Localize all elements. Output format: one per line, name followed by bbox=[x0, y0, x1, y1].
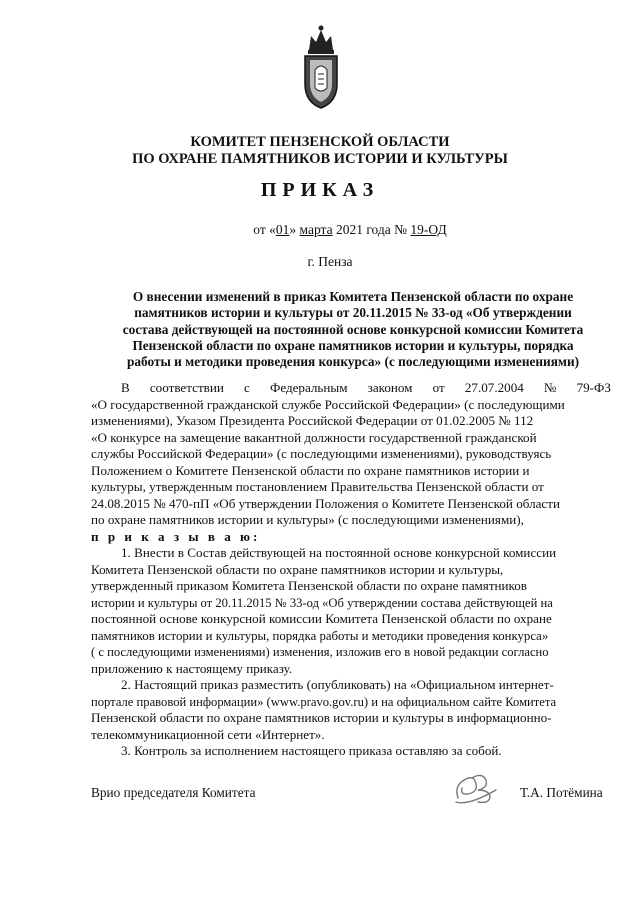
item-line: телекоммуникационной сети «Интернет». bbox=[91, 726, 325, 742]
item-line: постоянной основе конкурсной комиссии Комитета Пензенской области по охране bbox=[91, 611, 552, 626]
coat-of-arms-icon bbox=[301, 22, 341, 110]
date-day: 01 bbox=[275, 222, 290, 237]
item-line: памятников истории и культуры, порядка работы и методики проведения конкурса» bbox=[91, 628, 549, 643]
signatory-title: Врио председателя Комитета bbox=[91, 785, 256, 800]
preamble-line: культуры, утвержденным постановлением Правительства Пензенской области от bbox=[91, 479, 544, 494]
org-name-line1: КОМИТЕТ ПЕНЗЕНСКОЙ ОБЛАСТИ bbox=[190, 134, 450, 150]
item-line: портале правовой информации» (www.pravo.gov.ru) и на официальном сайте Комитета bbox=[91, 694, 557, 709]
preamble bbox=[91, 380, 611, 545]
signatory-name: Т.А. Потёмина bbox=[520, 785, 603, 800]
handwritten-signature-icon bbox=[448, 768, 506, 808]
subject-line: памятников истории и культуры от 20.11.2015 № 33-од «Об утверждении bbox=[134, 305, 572, 321]
preamble-line: по охране памятников истории и культуры» (с последующими изменениями), bbox=[91, 512, 524, 527]
item-line: истории и культуры от 20.11.2015 № 33-од «Об утверждении состава действующей на bbox=[91, 595, 553, 610]
preamble-line: Положением о Комитете Пензенской области по охране памятников истории и bbox=[91, 462, 530, 478]
order-item-3 bbox=[91, 743, 611, 760]
date-year: 2021 года № bbox=[332, 222, 411, 237]
subject-line: Пензенской области по охране памятников истории и культуры, порядка bbox=[132, 337, 574, 353]
order-item-2 bbox=[91, 677, 611, 743]
item-line: Комитета Пензенской области по охране памятников истории и культуры, bbox=[91, 561, 504, 577]
order-item-1 bbox=[91, 545, 611, 677]
document-number: 19-ОД bbox=[410, 222, 447, 237]
subject-line: работы и методики проведения конкурса» (с последующими изменениями) bbox=[126, 354, 580, 370]
preamble-line: службы Российской Федерации» (с последующими изменениями), руководствуясь bbox=[91, 446, 552, 461]
document-type: ПРИКАЗ bbox=[260, 179, 380, 201]
document-city: г. Пенза bbox=[307, 254, 353, 269]
item-line: Пензенской области по охране памятников истории и культуры в информационно- bbox=[91, 710, 552, 725]
preamble-line: «О государственной гражданской службе Российской Федерации» (с последующими bbox=[91, 396, 565, 412]
item-line: приложению к настоящему приказу. bbox=[91, 660, 293, 676]
subject-line: О внесении изменений в приказ Комитета Пензенской области по охране bbox=[132, 289, 574, 304]
subject-line: состава действующей на постоянной основе конкурсной комиссии Комитета bbox=[122, 321, 584, 337]
document-subject bbox=[112, 289, 594, 370]
org-name-line2: ПО ОХРАНЕ ПАМЯТНИКОВ ИСТОРИИ И КУЛЬТУРЫ bbox=[132, 151, 508, 167]
preamble-line: изменениями), Указом Президента Российской Федерации от 01.02.2005 № 112 bbox=[91, 413, 534, 428]
item-line: 2. Настоящий приказ разместить (опубликовать) на «Официальном интернет- bbox=[121, 677, 554, 692]
document-date bbox=[0, 222, 640, 238]
date-prefix: от « bbox=[253, 222, 276, 237]
preamble-line: 24.08.2015 № 470-пП «Об утверждении Положения о Комитете Пензенской области bbox=[91, 495, 560, 511]
order-word: п р и к а з ы в а ю: bbox=[91, 528, 261, 544]
item-line: утвержденный приказом Комитета Пензенской области по охране памятников bbox=[91, 578, 527, 593]
item-line: 1. Внести в Состав действующей на постоянной основе конкурсной комиссии bbox=[121, 545, 557, 560]
preamble-line: «О конкурсе на замещение вакантной должности государственной гражданской bbox=[91, 429, 537, 445]
item-line: ( с последующими изменениями) изменения, изложив его в новой редакции согласно bbox=[91, 645, 549, 659]
date-month: марта bbox=[299, 222, 333, 237]
preamble-line-1: В соответствии с Федеральным законом от 27.07.2004 № 79-ФЗ bbox=[121, 380, 611, 395]
item-line: 3. Контроль за исполнением настоящего приказа оставляю за собой. bbox=[121, 743, 502, 758]
date-mid: » bbox=[289, 222, 300, 237]
